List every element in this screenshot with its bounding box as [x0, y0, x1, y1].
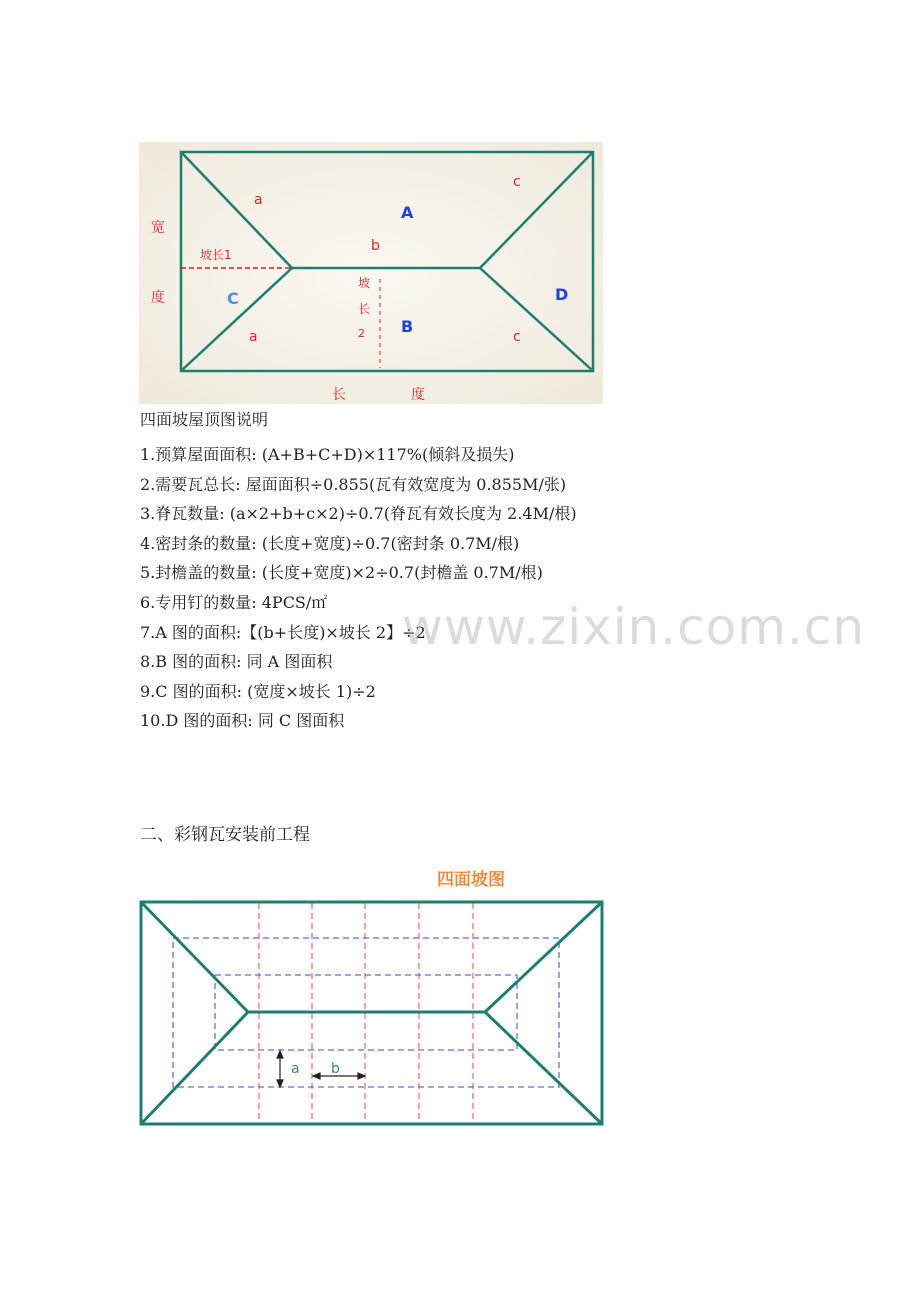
formula-item: 8.B 图的面积: 同 A 图面积: [140, 652, 333, 672]
label-slope-length-1: 坡长1: [200, 248, 232, 262]
label-a-bottom: a: [249, 329, 258, 345]
label-length-2: 度: [411, 387, 425, 403]
label-B: B: [401, 317, 414, 336]
label-a: a: [291, 1061, 300, 1077]
label-b: b: [331, 1061, 340, 1077]
formula-item: 4.密封条的数量: (长度+宽度)÷0.7(密封条 0.7M/根): [140, 533, 520, 553]
label-C: C: [227, 289, 239, 308]
formula-item: 3.脊瓦数量: (a×2+b+c×2)÷0.7(脊瓦有效长度为 2.4M/根): [140, 504, 577, 524]
label-width-2: 度: [151, 290, 165, 306]
label-slope-length-2-a: 坡: [358, 276, 371, 290]
formula-item: 1.预算屋面面积: (A+B+C+D)×117%(倾斜及损失): [140, 445, 515, 464]
watermark: www.zixin.com.cn: [402, 598, 866, 656]
formula-item: 6.专用钉的数量: 4PCS/㎡: [140, 592, 328, 612]
label-D: D: [555, 285, 569, 304]
hip-roof-layout-svg: [139, 899, 604, 1127]
label-width-1: 宽: [151, 220, 165, 236]
label-c-top: c: [513, 174, 521, 190]
formula-item: 10.D 图的面积: 同 C 图面积: [140, 711, 345, 731]
diagram-caption: 四面坡屋顶图说明: [140, 410, 269, 429]
roof-top-view-svg: [139, 142, 603, 404]
label-b: b: [371, 238, 380, 254]
label-length-1: 长: [332, 387, 346, 403]
formula-item: 5.封檐盖的数量: (长度+宽度)×2÷0.7(封檐盖 0.7M/根): [140, 563, 543, 583]
hip-roof-layout-diagram: [139, 899, 604, 1127]
formula-item: 2.需要瓦总长: 屋面面积÷0.855(瓦有效宽度为 0.855M/张): [140, 474, 567, 494]
formula-list: [140, 440, 577, 736]
label-slope-length-2-b: 长: [358, 302, 371, 316]
section-heading: 二、彩钢瓦安装前工程: [140, 825, 310, 845]
label-a-top: a: [254, 192, 263, 208]
roof-top-view-diagram: [139, 142, 603, 404]
label-c-bottom: c: [513, 329, 521, 345]
hip-roof-diagram-title: 四面坡图: [437, 870, 505, 890]
formula-item: 9.C 图的面积: (宽度×坡长 1)÷2: [140, 681, 376, 701]
label-slope-length-2-c: 2: [358, 327, 365, 340]
label-A: A: [401, 203, 414, 222]
formula-item: 7.A 图的面积:【(b+长度)×坡长 2】÷2: [140, 622, 426, 642]
